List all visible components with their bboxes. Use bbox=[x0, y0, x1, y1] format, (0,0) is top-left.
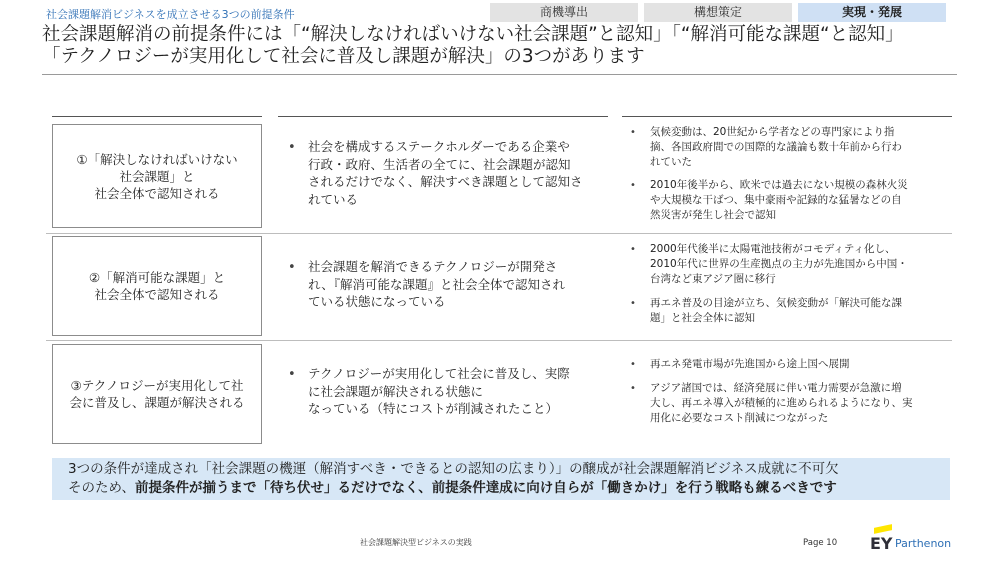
condition-3-line: 会に普及し、課題が解決される bbox=[69, 395, 245, 410]
condition-3-line: ③テクノロジーが実用化して社 bbox=[70, 378, 244, 393]
bullet-dot: • bbox=[630, 127, 636, 138]
example-line: 2010年後半から、欧米では過去にない規模の森林火災 bbox=[650, 179, 908, 191]
example-line: 台湾など東アジア圏に移行 bbox=[650, 273, 776, 285]
logo-ey-text: EY bbox=[870, 534, 893, 553]
example-2-2 bbox=[630, 296, 960, 326]
bullet-dot: • bbox=[630, 180, 636, 191]
bullet-dot: • bbox=[630, 359, 636, 370]
conclusion-line-1: 3つの条件が達成され「社会課題の機運（解消すべき・できるとの認知の広まり）」の醸成が社会課題解消ビジネス成就に不可欠 bbox=[68, 461, 839, 477]
conclusion-emphasis: 前提条件が揃うまで「待ち伏せ」るだけでなく、前提条件達成に向け自らが「働きかけ」を行う戦略も練るべきです bbox=[134, 480, 837, 496]
example-line: や大規模な干ばつ、集中豪雨や記録的な猛暑などの自 bbox=[650, 194, 902, 206]
page-title bbox=[42, 24, 962, 68]
conclusion-prefix: そのため、 bbox=[68, 480, 135, 496]
example-line: 再エネ発電市場が先進国から途上国へ展開 bbox=[650, 358, 850, 370]
column-rule-conditions bbox=[52, 116, 262, 117]
example-line: 再エネ普及の目途が立ち、気候変動が「解決可能な課 bbox=[650, 297, 902, 309]
description-3 bbox=[308, 365, 608, 418]
condition-2-line: 社会全体で認知される bbox=[94, 287, 220, 302]
description-line: 行政・政府、生活者の全てに、社会課題が認知 bbox=[308, 156, 571, 172]
tab-concept[interactable]: 構想策定 bbox=[644, 3, 792, 22]
example-line: れていた bbox=[650, 156, 692, 168]
condition-box-3 bbox=[52, 344, 262, 444]
example-2-1 bbox=[630, 242, 960, 287]
ey-parthenon-logo bbox=[870, 524, 960, 554]
example-line: 大し、再エネ導入が積極的に進められるようになり、実 bbox=[650, 397, 913, 409]
tab-opportunity[interactable]: 商機導出 bbox=[490, 3, 638, 22]
condition-1-line: 社会課題」と bbox=[119, 168, 195, 184]
condition-1-line: 社会全体で認知される bbox=[94, 185, 220, 201]
conclusion-line-2 bbox=[68, 479, 837, 497]
example-line: 然災害が発生し社会で認知 bbox=[650, 209, 776, 221]
column-rule-examples bbox=[622, 116, 952, 117]
bullet-dot: • bbox=[630, 383, 636, 394]
breadcrumb: 社会課題解消ビジネスを成立させる3つの前提条件 bbox=[46, 8, 295, 21]
title-line-1: 社会課題解消の前提条件には「“解決しなければいけない社会課題”と認知」「“解消可能な課題“と認知」 bbox=[42, 24, 904, 45]
page-number: Page 10 bbox=[803, 538, 838, 548]
tab-realization[interactable]: 実現・発展 bbox=[798, 3, 946, 22]
description-line: テクノロジーが実用化して社会に普及し、実際 bbox=[308, 366, 570, 381]
example-line: 2000年代後半に太陽電池技術がコモディティ化し、 bbox=[650, 243, 896, 255]
example-line: 2010年代に世界の生産拠点の主力が先進国から中国・ bbox=[650, 258, 908, 270]
bullet-dot: • bbox=[630, 244, 636, 255]
footer-title: 社会課題解決型ビジネスの実践 bbox=[360, 538, 472, 547]
logo-parthenon-text: Parthenon bbox=[895, 537, 952, 550]
example-line: 用化に必要なコスト削減につながった bbox=[650, 412, 829, 424]
condition-1-line: ①「解決しなければいけない bbox=[76, 151, 238, 167]
description-line: に社会課題が解決される状態に bbox=[308, 383, 484, 399]
description-1 bbox=[308, 138, 608, 208]
description-line: れている bbox=[308, 191, 359, 207]
column-rule-description bbox=[278, 116, 608, 117]
description-line: 社会課題を解消できるテクノロジーが開発さ bbox=[308, 259, 558, 274]
bullet-dot: • bbox=[288, 140, 296, 155]
condition-2-line: ②「解消可能な課題」と bbox=[88, 270, 226, 285]
example-line: アジア諸国では、経済発展に伴い電力需要が急激に増 bbox=[650, 382, 902, 394]
description-line: 社会を構成するステークホルダーである企業や bbox=[308, 139, 570, 154]
example-line: 題」と社会全体に認知 bbox=[650, 312, 755, 324]
condition-box-2 bbox=[52, 236, 262, 336]
example-line: 摘、各国政府間での国際的な議論も数十年前から行わ bbox=[650, 141, 902, 153]
title-line-2: 「テクノロジーが実用化して社会に普及し課題が解決」の3つがあります bbox=[42, 46, 645, 67]
example-3-1 bbox=[630, 357, 960, 372]
bullet-dot: • bbox=[288, 260, 296, 275]
description-line: ている状態になっている bbox=[308, 294, 446, 309]
example-3-2 bbox=[630, 381, 960, 426]
row-divider bbox=[46, 340, 952, 341]
example-1-1 bbox=[630, 125, 960, 170]
description-line: れ、『解消可能な課題』と社会全体で認知され bbox=[308, 276, 566, 292]
example-1-2 bbox=[630, 178, 960, 223]
description-2 bbox=[308, 258, 608, 311]
ey-beam-icon bbox=[874, 524, 892, 534]
row-divider bbox=[46, 233, 952, 234]
example-line: 気候変動は、20世紀から学者などの専門家により指 bbox=[650, 126, 895, 138]
description-line: されるだけでなく、解決すべき課題として認知さ bbox=[308, 174, 583, 189]
bullet-dot: • bbox=[630, 298, 636, 309]
stage-tabs bbox=[490, 3, 946, 22]
description-line: なっている（特にコストが削減されたこと） bbox=[308, 401, 559, 416]
title-divider bbox=[42, 74, 957, 75]
condition-box-1 bbox=[52, 124, 262, 228]
bullet-dot: • bbox=[288, 367, 296, 382]
